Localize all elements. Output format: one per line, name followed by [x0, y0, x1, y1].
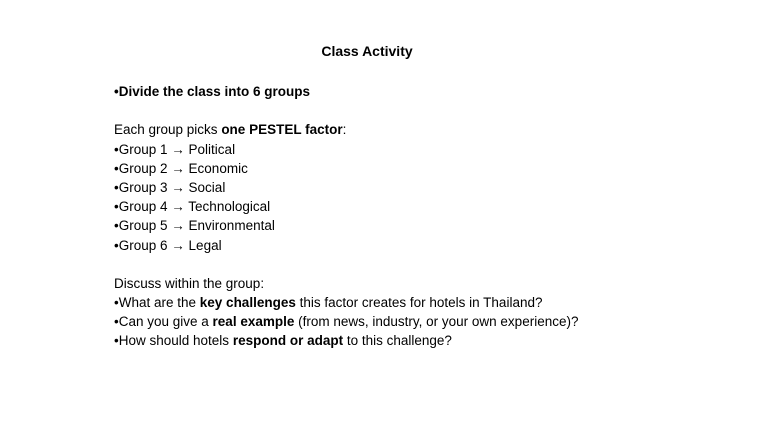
spacer	[114, 255, 734, 274]
group-item	[114, 197, 734, 216]
instruction-line	[114, 82, 734, 101]
bullet: •	[114, 84, 119, 99]
question-bold: real example	[212, 314, 295, 330]
group-label: Group 3	[118, 179, 168, 195]
group-label: Group 6	[118, 237, 168, 253]
slide-title: Class Activity	[321, 43, 413, 59]
arrow-icon: →	[171, 141, 185, 157]
group-factor: Political	[188, 141, 236, 157]
question-suffix: this factor creates for hotels in Thailand?	[295, 295, 543, 311]
group-factor: Social	[188, 179, 226, 195]
group-factor: Legal	[188, 237, 222, 253]
group-factor: Environmental	[188, 218, 275, 234]
question-suffix: to this challenge?	[343, 333, 452, 349]
question-item	[114, 293, 734, 312]
question-item	[114, 331, 734, 350]
spacer	[114, 101, 734, 120]
question-suffix: (from news, industry, or your own experience)?	[294, 314, 579, 330]
arrow-icon: →	[171, 199, 185, 215]
question-bold: key challenges	[199, 295, 296, 311]
arrow-icon: →	[171, 160, 185, 176]
pick-bold: one PESTEL factor	[221, 122, 343, 138]
group-label: Group 5	[118, 218, 168, 234]
arrow-icon: →	[171, 218, 185, 234]
question-item	[114, 312, 734, 331]
bullet: •	[114, 141, 119, 157]
slide-content	[114, 82, 734, 351]
bullet: •	[114, 179, 119, 195]
arrow-icon: →	[171, 179, 185, 195]
pick-line	[114, 120, 734, 139]
group-label: Group 2	[118, 160, 168, 176]
question-prefix: What are the	[118, 295, 200, 311]
group-label: Group 1	[118, 141, 168, 157]
group-item	[114, 178, 734, 197]
group-item	[114, 140, 734, 159]
bullet: •	[114, 199, 119, 215]
arrow-icon: →	[171, 237, 185, 253]
bullet: •	[114, 218, 119, 234]
group-factor: Economic	[188, 160, 248, 176]
question-bold: respond or adapt	[232, 333, 344, 349]
group-item	[114, 216, 734, 235]
pick-suffix: :	[342, 122, 347, 138]
group-item	[114, 236, 734, 255]
bullet: •	[114, 295, 119, 311]
discuss-heading: Discuss within the group:	[114, 275, 265, 291]
group-item	[114, 159, 734, 178]
bullet: •	[114, 314, 119, 330]
instruction-text: Divide the class into 6 groups	[118, 84, 311, 99]
bullet: •	[114, 333, 119, 349]
question-prefix: Can you give a	[118, 314, 213, 330]
question-prefix: How should hotels	[118, 333, 233, 349]
group-label: Group 4	[118, 199, 168, 215]
bullet: •	[114, 237, 119, 253]
group-factor: Technological	[188, 199, 271, 215]
bullet: •	[114, 160, 119, 176]
pick-prefix: Each group picks	[114, 122, 222, 138]
